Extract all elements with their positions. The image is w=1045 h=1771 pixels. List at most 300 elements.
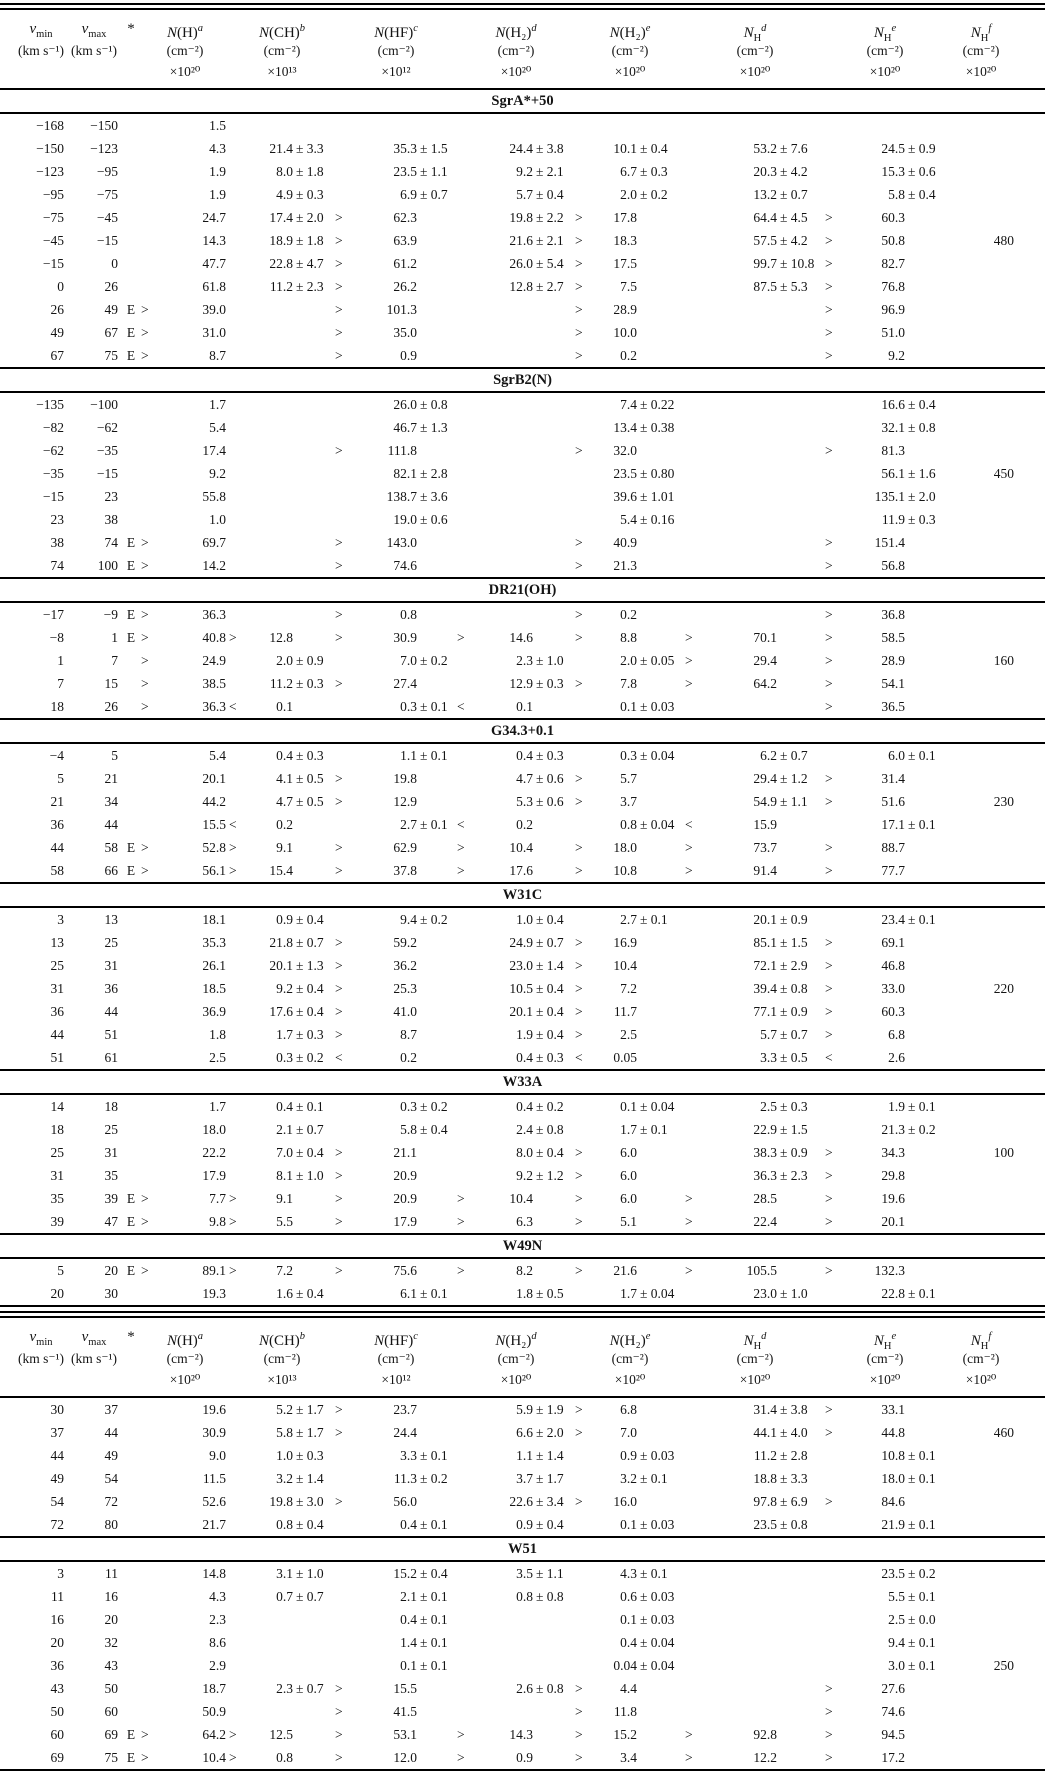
cell-flag: [121, 1562, 141, 1585]
cell-flag: [121, 393, 141, 416]
header-vmin: $v_{min}$ (km s⁻¹): [17, 1329, 65, 1366]
cell-NHf: [945, 744, 1017, 767]
cell-NHd: 29.4 ± 1.2: [753, 771, 808, 786]
table-row: [0, 206, 1045, 229]
cell-N(H2)e: > 11.7: [575, 1004, 637, 1019]
cell-NHf: [945, 1000, 1017, 1023]
cell-vmax: 1: [111, 630, 118, 645]
table-row: [0, 695, 1045, 718]
cell-N(H2)d: 1.1 ± 1.4: [516, 1448, 564, 1463]
table-row: [0, 1095, 1045, 1118]
table-row: [0, 1046, 1045, 1069]
cell-vmax: 18: [104, 1099, 118, 1114]
cell-NHd: [685, 393, 825, 416]
cell-NHd: 53.2 ± 7.6: [753, 141, 808, 156]
cell-NHd: 20.3 ± 4.2: [753, 164, 808, 179]
cell-N(H2)d: 23.0 ± 1.4: [509, 958, 564, 973]
cell-N(H2)d: < 0.1: [457, 699, 533, 714]
cell-flag: E: [126, 558, 136, 573]
header-N(H)a: $N(H)^a$ (cm⁻²) ×10²⁰: [166, 1331, 204, 1387]
cell-NHf: [945, 1164, 1017, 1187]
cell-N(H2)d: 9.2 ± 2.1: [516, 164, 564, 179]
cell-N(H)a: 1.7: [209, 397, 226, 412]
cell-NHe: 2.5 ± 0.0: [888, 1612, 936, 1627]
cell-NHe: > 17.2: [825, 1750, 905, 1765]
cell-NHe: > 51.0: [825, 325, 905, 340]
cell-vmin: 26: [50, 302, 64, 317]
cell-N(H2)d: 0.4 ± 0.3: [516, 748, 564, 763]
table-row: [0, 1585, 1045, 1608]
header-N(H2)e: $N(H_2)^e$ (cm⁻²) ×10²⁰: [609, 23, 651, 79]
table-row: [0, 626, 1045, 649]
cell-N(H2)d: 0.4 ± 0.3: [516, 1050, 564, 1065]
cell-N(H)a: 17.4: [202, 443, 226, 458]
cell-vmin: 0: [57, 279, 64, 294]
cell-flag: [121, 183, 141, 206]
cell-N(H)a: 1.9: [209, 164, 226, 179]
cell-N(HF)c: 9.4 ± 0.2: [400, 912, 448, 927]
cell-vmax: 37: [104, 1402, 118, 1417]
cell-NHd: 99.7 ± 10.8: [753, 256, 815, 271]
cell-NHe: > 6.8: [825, 1027, 905, 1042]
cell-NHe: 10.8 ± 0.1: [881, 1448, 936, 1463]
cell-NHd: > 64.2: [685, 676, 777, 691]
cell-N(H2)d: 19.8 ± 2.2: [509, 210, 564, 225]
cell-N(CH)b: 3.2 ± 1.4: [276, 1471, 324, 1486]
cell-N(HF)c: > 0.9: [335, 348, 417, 363]
cell-N(HF)c: 46.7 ± 1.3: [393, 420, 448, 435]
cell-NHf: [945, 1444, 1017, 1467]
table-row: [0, 1677, 1045, 1700]
cell-N(H2)d: 3.7 ± 1.7: [516, 1471, 564, 1486]
cell-NHd: > 91.4: [685, 863, 777, 878]
cell-flag: E: [126, 1214, 136, 1229]
cell-vmin: 36: [50, 817, 64, 832]
cell-NHe: > 76.8: [825, 279, 905, 294]
cell-N(H2)d: 2.6 ± 0.8: [516, 1681, 564, 1696]
cell-N(H)a: 18.5: [202, 981, 226, 996]
cell-flag: [121, 672, 141, 695]
cell-N(H2)d: 20.1 ± 0.4: [509, 1004, 564, 1019]
cell-N(H)a: 21.7: [202, 1517, 226, 1532]
cell-NHf: [945, 393, 1017, 416]
cell-NHd: 13.2 ± 0.7: [753, 187, 808, 202]
cell-N(H2)d: 2.3 ± 1.0: [516, 653, 564, 668]
cell-N(H)a: 55.8: [202, 489, 226, 504]
table-row: [0, 1421, 1045, 1444]
cell-N(CH)b: [229, 508, 335, 531]
cell-N(HF)c: [335, 114, 457, 137]
cell-vmin: −15: [42, 256, 64, 271]
cell-N(H)a: 1.8: [209, 1027, 226, 1042]
cell-N(H)a: 18.0: [202, 1122, 226, 1137]
cell-vmax: 0: [111, 256, 118, 271]
section-title: SgrA*+50: [0, 88, 1045, 114]
cell-flag: [121, 767, 141, 790]
cell-N(CH)b: 17.4 ± 2.0: [269, 210, 324, 225]
cell-NHf: [945, 931, 1017, 954]
cell-vmin: 20: [50, 1286, 64, 1301]
cell-N(H)a: 50.9: [202, 1704, 226, 1719]
cell-N(H2)d: [457, 344, 575, 367]
cell-NHf: [945, 1118, 1017, 1141]
cell-vmax: 61: [104, 1050, 118, 1065]
cell-vmax: 16: [104, 1589, 118, 1604]
table-row: [0, 649, 1045, 672]
cell-N(H2)e: 2.0 ± 0.05: [620, 653, 675, 668]
cell-N(CH)b: [229, 439, 335, 462]
cell-NHf: [945, 183, 1017, 206]
cell-N(H2)d: 22.6 ± 3.4: [509, 1494, 564, 1509]
cell-N(CH)b: 8.0 ± 1.8: [276, 164, 324, 179]
table-row: [0, 1654, 1045, 1677]
header-NHf: $N_H^f$ (cm⁻²) ×10²⁰: [962, 23, 1000, 79]
header-flag: *: [127, 1329, 135, 1345]
cell-N(CH)b: 21.4 ± 3.3: [269, 141, 324, 156]
table-row: [0, 1259, 1045, 1282]
cell-N(H2)d: 3.5 ± 1.1: [516, 1566, 564, 1581]
cell-NHe: 18.0 ± 0.1: [881, 1471, 936, 1486]
cell-N(CH)b: 2.3 ± 0.7: [276, 1681, 324, 1696]
cell-N(H2)d: 0.9 ± 0.4: [516, 1517, 564, 1532]
cell-NHe: > 84.6: [825, 1494, 905, 1509]
table-row: [0, 1187, 1045, 1210]
cell-NHe: < 2.6: [825, 1050, 905, 1065]
table-row: [0, 439, 1045, 462]
cell-vmax: −95: [96, 164, 118, 179]
cell-N(H2)d: 0.4 ± 0.2: [516, 1099, 564, 1114]
cell-NHd: > 28.5: [685, 1191, 777, 1206]
cell-vmin: 7: [57, 676, 64, 691]
cell-NHf: [945, 1677, 1017, 1700]
cell-vmin: 74: [50, 558, 64, 573]
cell-NHe: > 82.7: [825, 256, 905, 271]
cell-vmin: 69: [50, 1750, 64, 1765]
cell-N(H)a: 4.3: [209, 1589, 226, 1604]
cell-vmin: 3: [57, 1566, 64, 1581]
cell-N(H2)d: [457, 1631, 575, 1654]
cell-N(H2)e: > 28.9: [575, 302, 637, 317]
cell-vmin: −82: [42, 420, 64, 435]
cell-N(H2)e: > 7.5: [575, 279, 637, 294]
cell-vmax: 51: [104, 1027, 118, 1042]
cell-NHd: 57.5 ± 4.2: [753, 233, 808, 248]
cell-NHd: [685, 554, 825, 577]
cell-flag: [121, 695, 141, 718]
cell-NHe: 6.0 ± 0.1: [888, 748, 936, 763]
cell-N(H2)d: 4.7 ± 0.6: [516, 771, 564, 786]
cell-vmin: 16: [50, 1612, 64, 1627]
table-row: [0, 1631, 1045, 1654]
cell-NHd: 97.8 ± 6.9: [753, 1494, 808, 1509]
cell-N(CH)b: [229, 344, 335, 367]
cell-NHe: 135.1 ± 2.0: [874, 489, 936, 504]
table-row: [0, 859, 1045, 882]
cell-N(H2)d: > 8.2: [457, 1263, 533, 1278]
cell-N(H2)e: > 3.7: [575, 794, 637, 809]
cell-N(H2)e: 10.1 ± 0.4: [613, 141, 668, 156]
cell-NHf: 160: [993, 653, 1014, 668]
cell-NHe: > 151.4: [825, 535, 905, 550]
cell-vmin: 44: [50, 840, 64, 855]
cell-vmin: 5: [57, 1263, 64, 1278]
table-row: [0, 1746, 1045, 1769]
cell-NHf: [945, 695, 1017, 718]
cell-N(HF)c: > 21.1: [335, 1145, 417, 1160]
cell-NHe: 5.8 ± 0.4: [888, 187, 936, 202]
cell-N(HF)c: 11.3 ± 0.2: [393, 1471, 448, 1486]
cell-N(HF)c: 6.9 ± 0.7: [400, 187, 448, 202]
cell-N(H2)e: 13.4 ± 0.38: [613, 420, 675, 435]
cell-N(H2)d: > 0.9: [457, 1750, 533, 1765]
cell-NHf: [945, 344, 1017, 367]
cell-N(H2)e: 0.1 ± 0.04: [620, 1099, 675, 1114]
table-row: [0, 531, 1045, 554]
cell-NHf: [945, 1700, 1017, 1723]
cell-flag: [121, 160, 141, 183]
cell-N(H2)e: 1.7 ± 0.1: [620, 1122, 668, 1137]
cell-N(HF)c: > 36.2: [335, 958, 417, 973]
column-density-table: [0, 3, 1045, 1771]
cell-NHe: > 88.7: [825, 840, 905, 855]
table-row: [0, 1000, 1045, 1023]
cell-vmin: 36: [50, 1658, 64, 1673]
cell-N(H2)e: > 5.7: [575, 771, 637, 786]
cell-vmax: 49: [104, 1448, 118, 1463]
cell-NHd: 23.0 ± 1.0: [753, 1286, 808, 1301]
cell-NHd: [685, 531, 825, 554]
table-row: [0, 603, 1045, 626]
cell-vmin: 30: [50, 1402, 64, 1417]
cell-flag: E: [126, 840, 136, 855]
cell-NHe: > 81.3: [825, 443, 905, 458]
cell-vmin: 51: [50, 1050, 64, 1065]
cell-N(CH)b: [229, 462, 335, 485]
cell-N(H2)e: > 8.8: [575, 630, 637, 645]
cell-N(HF)c: 23.5 ± 1.1: [393, 164, 448, 179]
cell-N(HF)c: > 37.8: [335, 863, 417, 878]
cell-N(CH)b: 0.7 ± 0.7: [276, 1589, 324, 1604]
cell-vmin: 43: [50, 1681, 64, 1696]
cell-flag: [121, 649, 141, 672]
section-title: W51: [0, 1536, 1045, 1562]
cell-N(HF)c: > 19.8: [335, 771, 417, 786]
cell-N(H2)d: [457, 531, 575, 554]
cell-NHf: 250: [993, 1658, 1014, 1673]
cell-N(HF)c: < 0.2: [335, 1050, 417, 1065]
cell-vmax: 43: [104, 1658, 118, 1673]
cell-vmax: −100: [90, 397, 118, 412]
cell-NHf: [945, 531, 1017, 554]
cell-NHd: > 92.8: [685, 1727, 777, 1742]
cell-flag: E: [126, 863, 136, 878]
cell-N(H2)e: > 16.0: [575, 1494, 637, 1509]
cell-N(H2)d: > 14.3: [457, 1727, 533, 1742]
cell-NHe: > 29.8: [825, 1168, 905, 1183]
cell-vmin: 31: [50, 1168, 64, 1183]
cell-N(CH)b: 21.8 ± 0.7: [269, 935, 324, 950]
cell-NHf: [945, 298, 1017, 321]
cell-flag: E: [126, 348, 136, 363]
cell-N(H2)d: 1.0 ± 0.4: [516, 912, 564, 927]
cell-NHd: [685, 1631, 825, 1654]
cell-N(H2)e: 5.4 ± 0.16: [620, 512, 675, 527]
cell-NHe: 1.9 ± 0.1: [888, 1099, 936, 1114]
cell-N(H)a: 1.7: [209, 1099, 226, 1114]
cell-N(H)a: > 40.8: [141, 630, 226, 645]
cell-flag: E: [126, 302, 136, 317]
cell-N(H2)e: > 5.1: [575, 1214, 637, 1229]
cell-N(HF)c: > 63.9: [335, 233, 417, 248]
cell-vmax: 26: [104, 699, 118, 714]
cell-flag: [121, 1141, 141, 1164]
cell-flag: E: [126, 1191, 136, 1206]
cell-NHf: [945, 1631, 1017, 1654]
cell-NHf: [945, 508, 1017, 531]
cell-flag: [121, 744, 141, 767]
cell-N(H)a: 11.5: [202, 1471, 226, 1486]
cell-N(CH)b: 0.3 ± 0.2: [276, 1050, 324, 1065]
cell-NHe: > 33.1: [825, 1402, 905, 1417]
cell-vmax: 30: [104, 1286, 118, 1301]
cell-vmax: 47: [104, 1214, 118, 1229]
table-row: [0, 229, 1045, 252]
table-row: [0, 1164, 1045, 1187]
table-row: [0, 790, 1045, 813]
cell-vmax: 44: [104, 1004, 118, 1019]
cell-vmin: 38: [50, 535, 64, 550]
cell-N(H2)d: 1.9 ± 0.4: [516, 1027, 564, 1042]
cell-flag: E: [126, 607, 136, 622]
top-double-rule: [0, 3, 1045, 10]
cell-NHf: [945, 1562, 1017, 1585]
cell-NHf: [945, 206, 1017, 229]
cell-flag: [121, 977, 141, 1000]
cell-NHe: > 94.5: [825, 1727, 905, 1742]
cell-flag: [121, 1467, 141, 1490]
cell-flag: E: [126, 535, 136, 550]
cell-NHd: 20.1 ± 0.9: [753, 912, 808, 927]
cell-N(H2)d: [457, 298, 575, 321]
cell-N(H2)d: [457, 554, 575, 577]
cell-N(HF)c: > 75.6: [335, 1263, 417, 1278]
cell-NHf: [945, 439, 1017, 462]
cell-N(H)a: 17.9: [202, 1168, 226, 1183]
table-row: [0, 554, 1045, 577]
cell-N(H)a: > 39.0: [141, 302, 226, 317]
cell-NHf: [945, 275, 1017, 298]
cell-N(CH)b: [229, 298, 335, 321]
cell-NHf: [945, 1046, 1017, 1069]
cell-NHf: [945, 767, 1017, 790]
cell-N(CH)b: 3.1 ± 1.0: [276, 1566, 324, 1581]
cell-N(HF)c: > 26.2: [335, 279, 417, 294]
cell-N(H)a: 47.7: [202, 256, 226, 271]
cell-NHe: 23.4 ± 0.1: [881, 912, 936, 927]
cell-N(H)a: 36.9: [202, 1004, 226, 1019]
cell-NHd: 85.1 ± 1.5: [753, 935, 808, 950]
cell-NHe: > 96.9: [825, 302, 905, 317]
cell-NHd: [685, 695, 825, 718]
cell-N(HF)c: > 35.0: [335, 325, 417, 340]
cell-N(H2)d: 5.7 ± 0.4: [516, 187, 564, 202]
cell-N(H)a: 5.4: [209, 748, 226, 763]
cell-N(H)a: > 31.0: [141, 325, 226, 340]
cell-vmin: 72: [50, 1517, 64, 1532]
cell-vmin: 25: [50, 958, 64, 973]
cell-N(H2)e: < 0.05: [575, 1050, 637, 1065]
table-row: [0, 393, 1045, 416]
cell-NHd: 87.5 ± 5.3: [753, 279, 808, 294]
cell-vmin: −123: [36, 164, 64, 179]
cell-N(HF)c: 138.7 ± 3.6: [386, 489, 448, 504]
cell-vmin: −35: [42, 466, 64, 481]
table-row: [0, 275, 1045, 298]
cell-vmax: −123: [90, 141, 118, 156]
cell-N(H)a: 2.3: [209, 1612, 226, 1627]
cell-NHd: [685, 1585, 825, 1608]
cell-vmin: 50: [50, 1704, 64, 1719]
table-row: [0, 744, 1045, 767]
cell-NHe: > 56.8: [825, 558, 905, 573]
cell-NHf: 450: [993, 466, 1014, 481]
cell-vmin: 58: [50, 863, 64, 878]
cell-N(H2)d: [457, 416, 575, 439]
cell-N(CH)b: < 0.1: [229, 699, 293, 714]
cell-vmin: 54: [50, 1494, 64, 1509]
cell-flag: [121, 790, 141, 813]
cell-vmax: 49: [104, 302, 118, 317]
cell-NHf: 230: [993, 794, 1014, 809]
cell-N(H2)d: [457, 485, 575, 508]
cell-N(HF)c: 1.1 ± 0.1: [400, 748, 448, 763]
cell-N(CH)b: 0.4 ± 0.1: [276, 1099, 324, 1114]
cell-vmin: 49: [50, 1471, 64, 1486]
cell-NHd: [685, 508, 825, 531]
cell-N(CH)b: 4.7 ± 0.5: [276, 794, 324, 809]
cell-N(H)a: 8.6: [209, 1635, 226, 1650]
cell-N(H2)e: 0.04 ± 0.04: [613, 1658, 675, 1673]
cell-N(HF)c: > 41.0: [335, 1004, 417, 1019]
cell-N(CH)b: [229, 1700, 335, 1723]
cell-N(CH)b: 4.1 ± 0.5: [276, 771, 324, 786]
cell-N(H2)e: > 2.5: [575, 1027, 637, 1042]
cell-N(H2)d: > 14.6: [457, 630, 533, 645]
cell-N(H)a: > 24.9: [141, 653, 226, 668]
table-row: [0, 298, 1045, 321]
cell-N(CH)b: [229, 1631, 335, 1654]
cell-N(H2)e: 0.6 ± 0.03: [620, 1589, 675, 1604]
cell-N(HF)c: > 24.4: [335, 1425, 417, 1440]
cell-vmin: 18: [50, 699, 64, 714]
cell-flag: [121, 508, 141, 531]
cell-N(HF)c: 0.1 ± 0.1: [400, 1658, 448, 1673]
cell-vmax: 66: [104, 863, 118, 878]
cell-vmax: 20: [104, 1612, 118, 1627]
cell-flag: [121, 206, 141, 229]
cell-vmin: 1: [57, 653, 64, 668]
cell-vmax: 54: [104, 1471, 118, 1486]
cell-N(H2)d: [457, 393, 575, 416]
cell-flag: [121, 1023, 141, 1046]
cell-NHf: [945, 1259, 1017, 1282]
cell-N(HF)c: > 62.3: [335, 210, 417, 225]
cell-vmax: −15: [96, 233, 118, 248]
cell-NHe: > 69.1: [825, 935, 905, 950]
cell-N(H2)d: 2.4 ± 0.8: [516, 1122, 564, 1137]
cell-NHd: 6.2 ± 0.7: [760, 748, 808, 763]
table-row: [0, 767, 1045, 790]
